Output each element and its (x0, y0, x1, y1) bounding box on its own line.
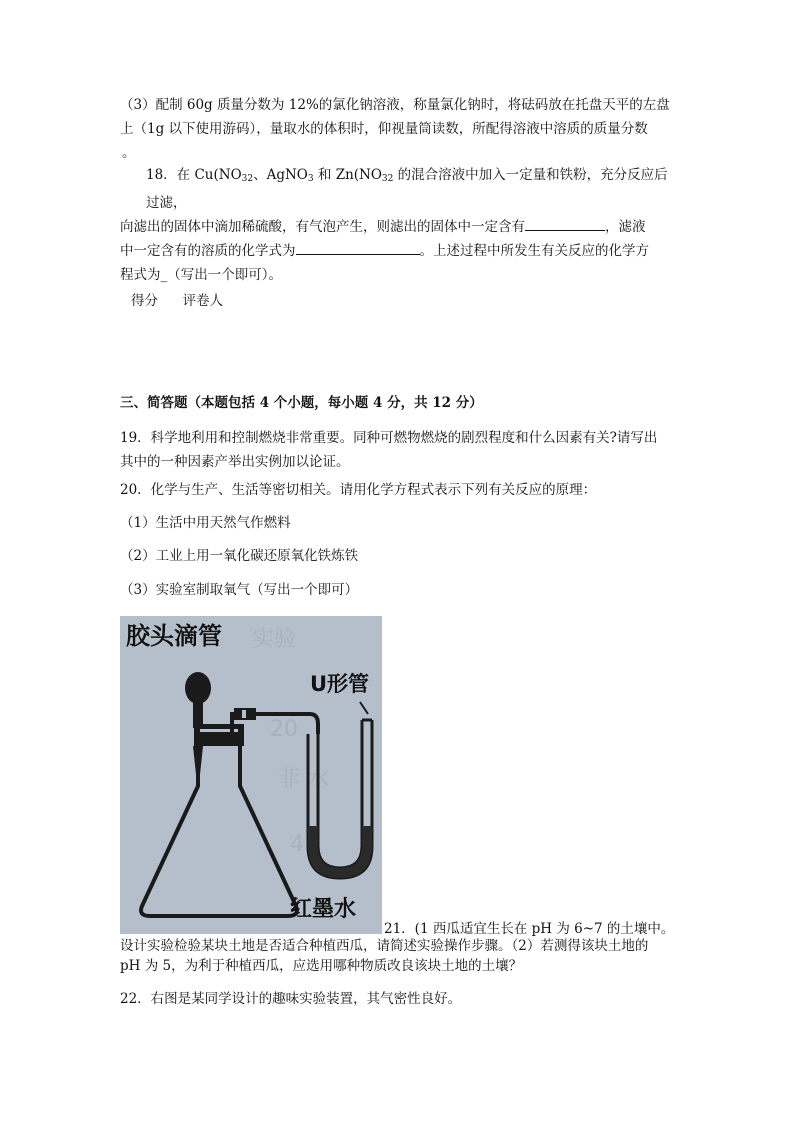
score-label: 得分 (131, 293, 158, 309)
subscript: 32 (381, 174, 394, 184)
q20-item2: （2）工业上用一氧化碳还原氧化铁炼铁 (120, 548, 359, 564)
score-box (131, 289, 223, 313)
q18-text: 中一定含有的溶质的化学式为 (120, 243, 296, 259)
q18-text: 、AgNO (253, 167, 308, 183)
q18-text: 向滤出的固体中滴加稀硫酸，有气泡产生，则滤出的固体中一定含有 (120, 219, 525, 235)
answer-blank[interactable] (525, 216, 605, 231)
subscript: 3 (307, 174, 314, 184)
u-tube-label: U形管 (310, 672, 370, 696)
q19-line1: 19．科学地利用和控制燃烧非常重要。同种可燃物燃烧的剧烈程度和什么因素有关?请写出 (120, 430, 658, 446)
svg-text:4: 4 (290, 832, 304, 857)
q21-line1: 21．(1 西瓜适宜生长在 pH 为 6~7 的土壤中。 (384, 921, 675, 937)
apparatus-illustration (120, 616, 382, 934)
svg-text:20: 20 (270, 717, 298, 742)
dropper-bulb-icon (185, 672, 211, 704)
q17-3-line1: （3）配制 60g 质量分数为 12%的氯化钠溶液，称量氯化钠时，将砝码放在托盘天平的左盘 (120, 97, 670, 113)
q17-3 (120, 93, 680, 165)
question-18 (120, 163, 680, 287)
q18-text: 。上述过程中所发生有关反应的化学方 (419, 243, 649, 259)
q18-text: 和 Zn(NO (313, 167, 382, 183)
dropper-tip-icon (193, 746, 203, 784)
svg-text:菲 水: 菲 水 (278, 767, 329, 792)
question-21 (120, 936, 680, 976)
q20-intro: 20．化学与生产、生活等密切相关。请用化学方程式表示下列有关反应的原理： (120, 482, 597, 498)
question-22: 22．右图是某同学设计的趣味实验装置，其气密性良好。 (120, 991, 462, 1007)
q18-line2 (120, 215, 680, 239)
subscript: 32 (241, 174, 254, 184)
q21-line2: 设计实验检验某块土地是否适合种植西瓜，请简述实验操作步骤。（2）若测得该块土地的 (120, 938, 649, 954)
q19-line2: 其中的一种因素产举出实例加以论证。 (120, 454, 350, 470)
answer-blank[interactable] (296, 240, 420, 255)
q18-text: ，滤液 (605, 219, 646, 235)
red-ink-label: 红墨水 (290, 897, 357, 922)
q18-line4: 程式为_（写出一个即可）。 (120, 267, 282, 283)
q18-line1 (120, 163, 680, 215)
q21-line3: pH 为 5，为利于种植西瓜，应选用哪种物质改良该块土地的土壤？ (120, 958, 523, 974)
q17-3-line3: 。 (122, 145, 136, 161)
q18-text: 18．在 Cu(NO (146, 167, 242, 183)
section-title: 三、简答题（本题包括 4 个小题，每小题 4 分，共 12 分） (120, 395, 483, 411)
red-ink-icon (308, 826, 372, 878)
svg-text:实验: 实验 (252, 627, 297, 652)
flask-icon (141, 732, 297, 916)
q20-item3: （3）实验室制取氧气（写出一个即可） (120, 582, 359, 598)
apparatus-figure (120, 616, 382, 934)
dropper-label: 胶头滴管 (126, 622, 222, 650)
q20-item1: （1）生活中用天然气作燃料 (120, 515, 291, 531)
q17-3-line2: 上（1g 以下使用游码），量取水的体积时，仰视量筒读数，所配得溶液中溶质的质量分数 (120, 121, 648, 137)
question-19 (120, 426, 680, 474)
q18-text: 的混合溶液中加入一定量和铁粉，充分反应后过滤， (146, 167, 668, 211)
q18-line3 (120, 239, 680, 263)
grader-label: 评卷人 (182, 293, 224, 309)
